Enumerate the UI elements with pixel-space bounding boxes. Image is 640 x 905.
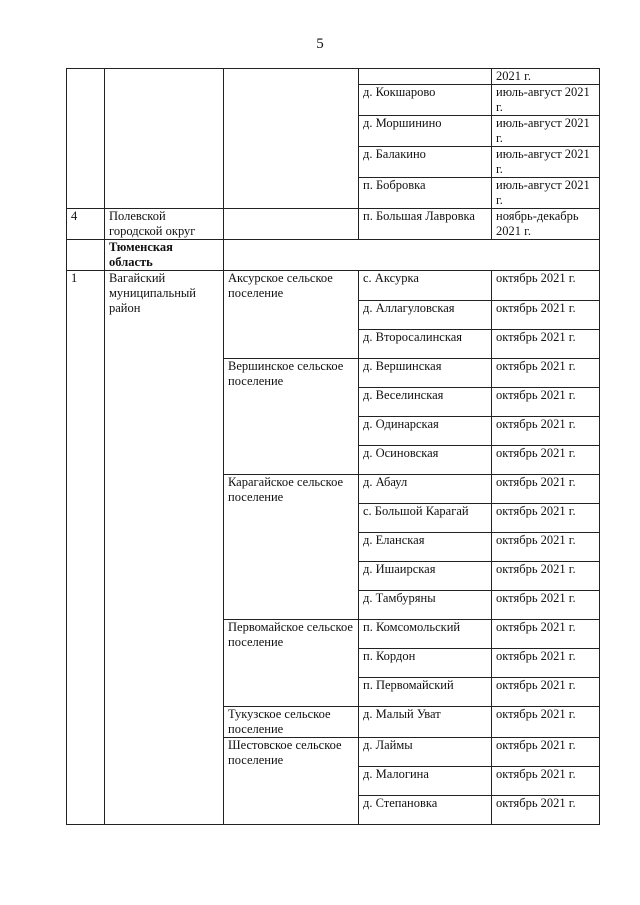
cell-place: с. Большой Карагай <box>359 504 492 533</box>
cell-period: октябрь 2021 г. <box>492 359 600 388</box>
cell-period: октябрь 2021 г. <box>492 388 600 417</box>
cell-period: октябрь 2021 г. <box>492 591 600 620</box>
cell-period: октябрь 2021 г. <box>492 330 600 359</box>
cell-settlement: Аксурское сельское поселение <box>224 271 359 359</box>
cell-place: д. Моршинино <box>359 116 492 147</box>
cell-period: октябрь 2021 г. <box>492 796 600 825</box>
cell-place: д. Одинарская <box>359 417 492 446</box>
cell-num <box>67 69 105 209</box>
table-row <box>67 69 600 85</box>
cell-place: д. Малый Уват <box>359 707 492 738</box>
cell-period: октябрь 2021 г. <box>492 738 600 767</box>
cell-settlement: Первомайское сельское поселение <box>224 620 359 707</box>
cell-place: д. Второсалинская <box>359 330 492 359</box>
region-title: Тюменская область <box>105 240 224 271</box>
cell-place: д. Степановка <box>359 796 492 825</box>
cell-period: октябрь 2021 г. <box>492 678 600 707</box>
cell-empty <box>224 240 600 271</box>
cell-place: п. Большая Лавровка <box>359 209 492 240</box>
cell-place: д. Аллагуловская <box>359 301 492 330</box>
cell-settlement: Тукузское сельское поселение <box>224 707 359 738</box>
cell-period: октябрь 2021 г. <box>492 562 600 591</box>
cell-place: п. Бобровка <box>359 178 492 209</box>
cell-period: 2021 г. <box>492 69 600 85</box>
cell-place: д. Абаул <box>359 475 492 504</box>
cell-settlement <box>224 69 359 209</box>
cell-period: июль-август 2021 г. <box>492 178 600 209</box>
cell-period: октябрь 2021 г. <box>492 417 600 446</box>
cell-district <box>105 69 224 209</box>
cell-period: ноябрь-декабрь 2021 г. <box>492 209 600 240</box>
cell-num: 1 <box>67 271 105 825</box>
cell-place: д. Лаймы <box>359 738 492 767</box>
cell-place: д. Малогина <box>359 767 492 796</box>
cell-period: октябрь 2021 г. <box>492 446 600 475</box>
cell-period: октябрь 2021 г. <box>492 620 600 649</box>
table-row <box>67 271 600 301</box>
cell-settlement: Карагайское сельское поселение <box>224 475 359 620</box>
cell-num: 4 <box>67 209 105 240</box>
cell-place: п. Первомайский <box>359 678 492 707</box>
cell-place: д. Ишаирская <box>359 562 492 591</box>
cell-district: Вагайский муниципальный район <box>105 271 224 825</box>
cell-place <box>359 69 492 85</box>
cell-num <box>67 240 105 271</box>
cell-place: п. Комсомольский <box>359 620 492 649</box>
cell-place: д. Осиновская <box>359 446 492 475</box>
cell-period: октябрь 2021 г. <box>492 475 600 504</box>
cell-settlement: Вершинское сельское поселение <box>224 359 359 475</box>
cell-place: д. Вершинская <box>359 359 492 388</box>
cell-place: с. Аксурка <box>359 271 492 301</box>
cell-place: д. Балакино <box>359 147 492 178</box>
cell-period: октябрь 2021 г. <box>492 504 600 533</box>
table-row <box>67 209 600 240</box>
settlements-table <box>66 68 600 825</box>
cell-settlement <box>224 209 359 240</box>
page-number: 5 <box>316 36 324 52</box>
cell-period: октябрь 2021 г. <box>492 767 600 796</box>
cell-period: июль-август 2021 г. <box>492 147 600 178</box>
cell-period: июль-август 2021 г. <box>492 85 600 116</box>
cell-period: июль-август 2021 г. <box>492 116 600 147</box>
cell-place: д. Кокшарово <box>359 85 492 116</box>
cell-period: октябрь 2021 г. <box>492 649 600 678</box>
cell-place: п. Кордон <box>359 649 492 678</box>
cell-district: Полевской городской округ <box>105 209 224 240</box>
cell-place: д. Веселинская <box>359 388 492 417</box>
cell-period: октябрь 2021 г. <box>492 271 600 301</box>
cell-settlement: Шестовское сельское поселение <box>224 738 359 825</box>
cell-place: д. Тамбуряны <box>359 591 492 620</box>
cell-period: октябрь 2021 г. <box>492 533 600 562</box>
cell-place: д. Еланская <box>359 533 492 562</box>
region-row <box>67 240 600 271</box>
cell-period: октябрь 2021 г. <box>492 707 600 738</box>
cell-period: октябрь 2021 г. <box>492 301 600 330</box>
